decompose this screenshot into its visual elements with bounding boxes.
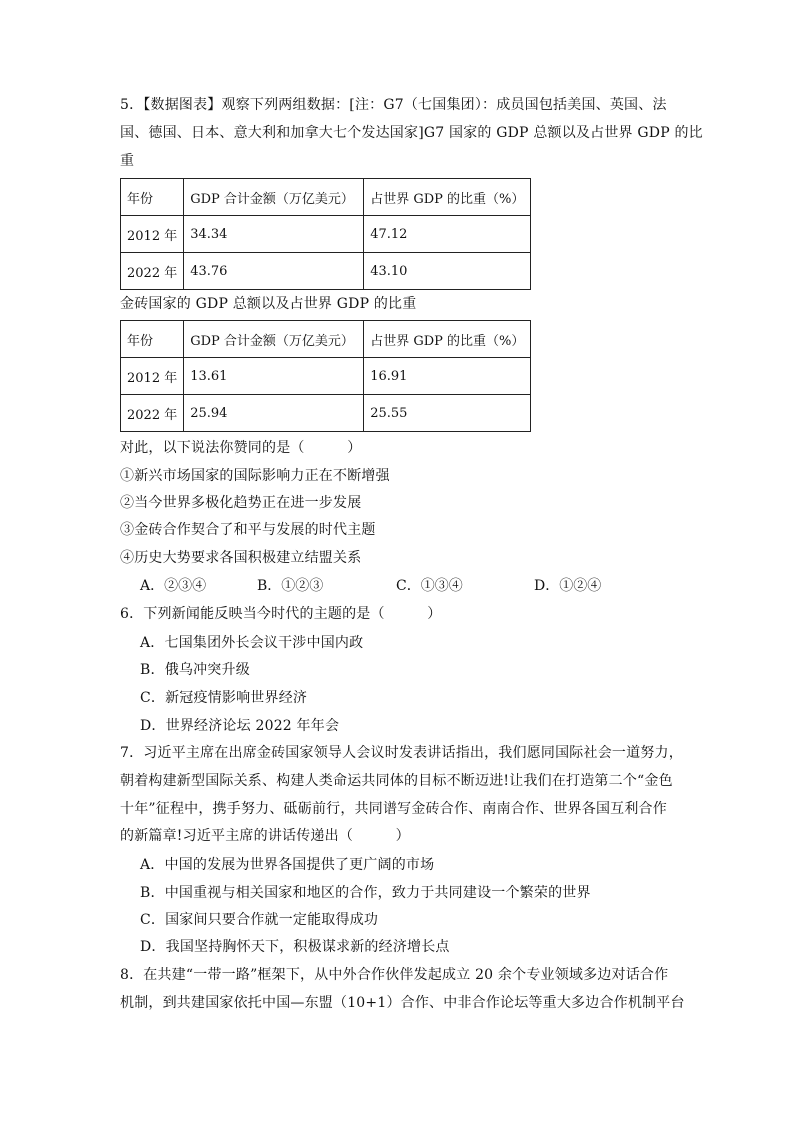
q5-statement: ④历史大势要求各国积极建立结盟关系 [120, 550, 362, 566]
table-header-cell: 占世界 GDP 的比重（%） [364, 179, 531, 216]
q7-stem-line-2: 朝着构建新型国际关系、构建人类命运共同体的目标不断迈进!让我们在打造第二个“金色 [120, 773, 673, 789]
table-header-cell: GDP 合计金额（万亿美元） [184, 179, 364, 216]
q5-statement: ②当今世界多极化趋势正在进一步发展 [120, 495, 362, 511]
q5-choice-c[interactable]: C．①③④ [396, 578, 463, 594]
brics-table-title: 金砖国家的 GDP 总额以及占世界 GDP 的比重 [120, 296, 417, 312]
q5-prompt: 对此，以下说法你赞同的是（ ） [120, 440, 362, 456]
q6-option-d[interactable]: D．世界经济论坛 2022 年年会 [140, 718, 340, 734]
table-cell: 2022 年 [121, 395, 184, 432]
q7-option-b[interactable]: B．中国重视与相关国家和地区的合作，致力于共同建设一个繁荣的世界 [140, 885, 591, 901]
table-row [121, 253, 531, 290]
q5-choice-a[interactable]: A．②③④ [140, 578, 207, 594]
q5-stem-line-2: 国、德国、日本、意大利和加拿大七个发达国家]G7 国家的 GDP 总额以及占世界 GDP 的比 [120, 125, 703, 141]
table-cell: 13.61 [184, 358, 364, 395]
q5-statement: ①新兴市场国家的国际影响力正在不断增强 [120, 468, 390, 484]
q7-option-c[interactable]: C．国家间只要合作就一定能取得成功 [140, 912, 379, 928]
table-header-cell: GDP 合计金额（万亿美元） [184, 321, 364, 358]
table-cell: 25.94 [184, 395, 364, 432]
table-cell: 43.76 [184, 253, 364, 290]
table-cell: 16.91 [364, 358, 531, 395]
table-header-cell: 占世界 GDP 的比重（%） [364, 321, 531, 358]
table-header-cell: 年份 [121, 179, 184, 216]
q5-choice-b[interactable]: B．①②③ [257, 578, 324, 594]
brics-gdp-table [120, 320, 531, 432]
table-header-row [121, 321, 531, 358]
q8-stem-line-2: 机制，到共建国家依托中国—东盟（10+1）合作、中非合作论坛等重大多边合作机制平台 [120, 995, 685, 1011]
table-cell: 2012 年 [121, 358, 184, 395]
q6-option-a[interactable]: A．七国集团外长会议干涉中国内政 [140, 635, 364, 651]
q7-option-a[interactable]: A．中国的发展为世界各国提供了更广阔的市场 [140, 857, 435, 873]
table-header-cell: 年份 [121, 321, 184, 358]
table-row [121, 395, 531, 432]
table-cell: 47.12 [364, 216, 531, 253]
table-cell: 25.55 [364, 395, 531, 432]
table-header-row [121, 179, 531, 216]
table-cell: 34.34 [184, 216, 364, 253]
q5-choice-d[interactable]: D．①②④ [534, 578, 602, 594]
q7-stem-line-3: 十年”征程中，携手努力、砥砺前行，共同谱写金砖合作、南南合作、世界各国互利合作 [120, 801, 667, 817]
q7-stem-line-4: 的新篇章!习近平主席的讲话传递出（ ） [120, 828, 410, 844]
q5-statement: ③金砖合作契合了和平与发展的时代主题 [120, 522, 376, 538]
q8-stem-line-1: 8．在共建“一带一路”框架下，从中外合作伙伴发起成立 20 余个专业领域多边对话合作 [120, 967, 669, 983]
q6-stem: 6．下列新闻能反映当今时代的主题的是（ ） [120, 606, 442, 622]
q6-option-b[interactable]: B．俄乌冲突升级 [140, 662, 250, 678]
table-cell: 2022 年 [121, 253, 184, 290]
g7-gdp-table [120, 178, 531, 290]
table-row [121, 216, 531, 253]
q5-stem-line-3: 重 [120, 153, 135, 169]
q7-option-d[interactable]: D．我国坚持胸怀天下，积极谋求新的经济增长点 [140, 939, 450, 955]
q6-option-c[interactable]: C．新冠疫情影响世界经济 [140, 690, 308, 706]
table-cell: 43.10 [364, 253, 531, 290]
q5-stem-line-1: 5．【数据图表】观察下列两组数据：[注：G7（七国集团）：成员国包括美国、英国、法 [120, 97, 667, 113]
table-cell: 2012 年 [121, 216, 184, 253]
table-row [121, 358, 531, 395]
q7-stem-line-1: 7．习近平主席在出席金砖国家领导人会议时发表讲话指出，我们愿同国际社会一道努力， [120, 745, 683, 761]
